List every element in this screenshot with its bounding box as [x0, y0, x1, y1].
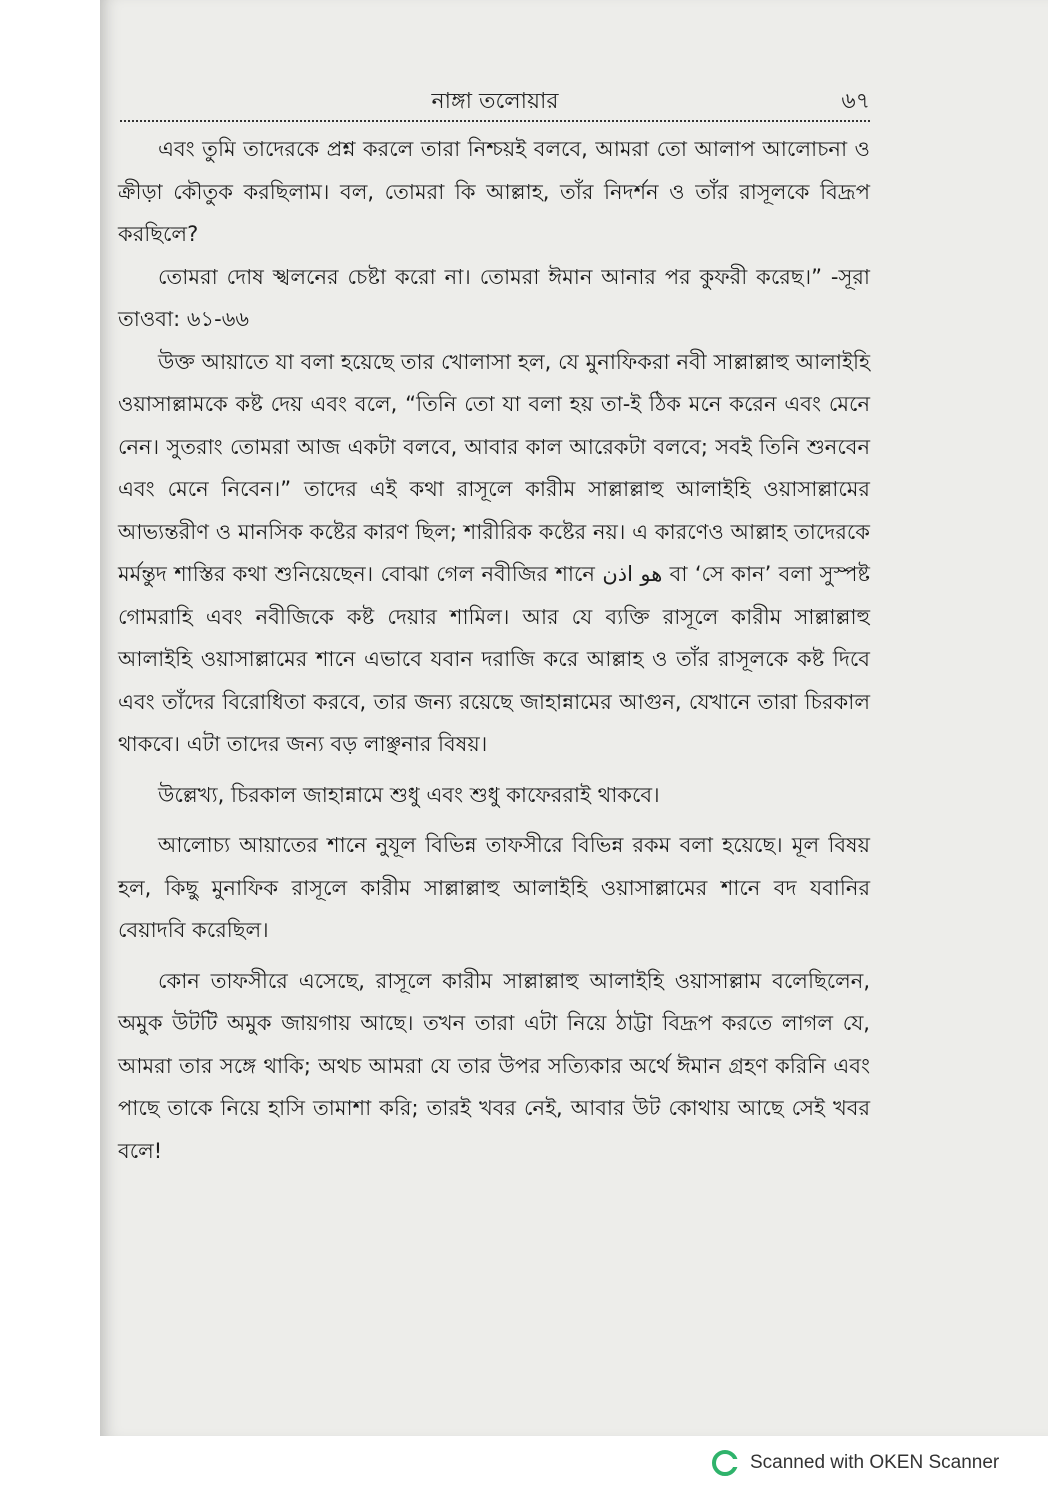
running-header [120, 80, 870, 120]
scanner-logo-icon [712, 1450, 738, 1476]
paragraph-verse-end: তোমরা দোষ স্খলনের চেষ্টা করো না। তোমরা ঈমান আনার পর কুফরী করেছ।” -সূরা তাওবা: ৬১-৬৬ [118, 264, 870, 331]
scan-margin-left [0, 0, 100, 1436]
header-divider [120, 120, 870, 122]
scanner-watermark [712, 1448, 999, 1478]
paragraph-tafsir-account: কোন তাফসীরে এসেছে, রাসূলে কারীম সাল্লাল্লাহু আলাইহি ওয়াসাল্লাম বলেছিলেন, অমুক উটটি অমুক জায়গায় আছে। তখন তারা এটা নিয়ে ঠাট্টা বিদ্রূপ করতে লাগল যে, আমরা তার সঙ্গে থাকি; অথচ আমরা যে তার উপর সত্যিকার অর্থে ঈমান গ্রহণ করিনি এবং পাছে তাকে নিয়ে হাসি তামাশা করি; তারই খবর নেই, আবার উট কোথায় আছে সেই খবর বলে! [118, 968, 870, 1163]
scanner-label: Scanned with OKEN Scanner [750, 1452, 1000, 1473]
paragraph-note: উল্লেখ্য, চিরকাল জাহান্নামে শুধু এবং শুধু কাফেররাই থাকবে। [158, 782, 660, 807]
paragraph-explanation: উক্ত আয়াতে যা বলা হয়েছে তার খোলাসা হল, যে মুনাফিকরা নবী সাল্লাল্লাহু আলাইহি ওয়াসাল্লামকে কষ্ট দেয় এবং বলে, “তিনি তো যা বলা হয় তা-ই ঠিক মনে করেন এবং মেনে নেন। সুতরাং তোমরা আজ একটা বলবে, আবার কাল আরেকটা বলবে; সবই তিনি শুনবেন এবং মেনে নিবেন।” তাদের এই কথা রাসূলে কারীম সাল্লাল্লাহু আলাইহি ওয়াসাল্লামের আভ্যন্তরীণ ও মানসিক কষ্টের কারণ ছিল; শারীরিক কষ্টের নয়। এ কারণেও আল্লাহ তাদেরকে মর্মন্তুদ শাস্তির কথা শুনিয়েছেন। বোঝা গেল নবীজির শানে هو اذن বা ‘সে কান’ বলা সুস্পষ্ট গোমরাহি এবং নবীজিকে কষ্ট দেয়ার শামিল। আর যে ব্যক্তি রাসূলে কারীম সাল্লাল্লাহু আলাইহি ওয়াসাল্লামের শানে এভাবে যবান দরাজি করে আল্লাহ ও তাঁর রাসূলকে কষ্ট দিবে এবং তাঁদের বিরোধিতা করবে, তার জন্য রয়েছে জাহান্নামের আগুন, যেখানে তারা চিরকাল থাকবে। এটা তাদের জন্য বড় লাঞ্ছনার বিষয়। [118, 349, 870, 756]
page-number: ৬৭ [841, 89, 870, 114]
paragraph-verse-continuation: এবং তুমি তাদেরকে প্রশ্ন করলে তারা নিশ্চয়ই বলবে, আমরা তো আলাপ আলোচনা ও ক্রীড়া কৌতুক করছিলাম। বল, তোমরা কি আল্লাহ, তাঁর নিদর্শন ও তাঁর রাসূলকে বিদ্রূপ করছিলে? [118, 137, 870, 246]
paragraph-shan-e-nuzul: আলোচ্য আয়াতের শানে নুযূল বিভিন্ন তাফসীরে বিভিন্ন রকম বলা হয়েছে। মূল বিষয় হল, কিছু মুনাফিক রাসূলে কারীম সাল্লাল্লাহু আলাইহি ওয়াসাল্লামের শানে বদ যবানির বেয়াদবি করেছিল। [118, 833, 870, 942]
body-text [118, 128, 870, 1172]
book-title: নাঙ্গা তলোয়ার [431, 89, 559, 114]
